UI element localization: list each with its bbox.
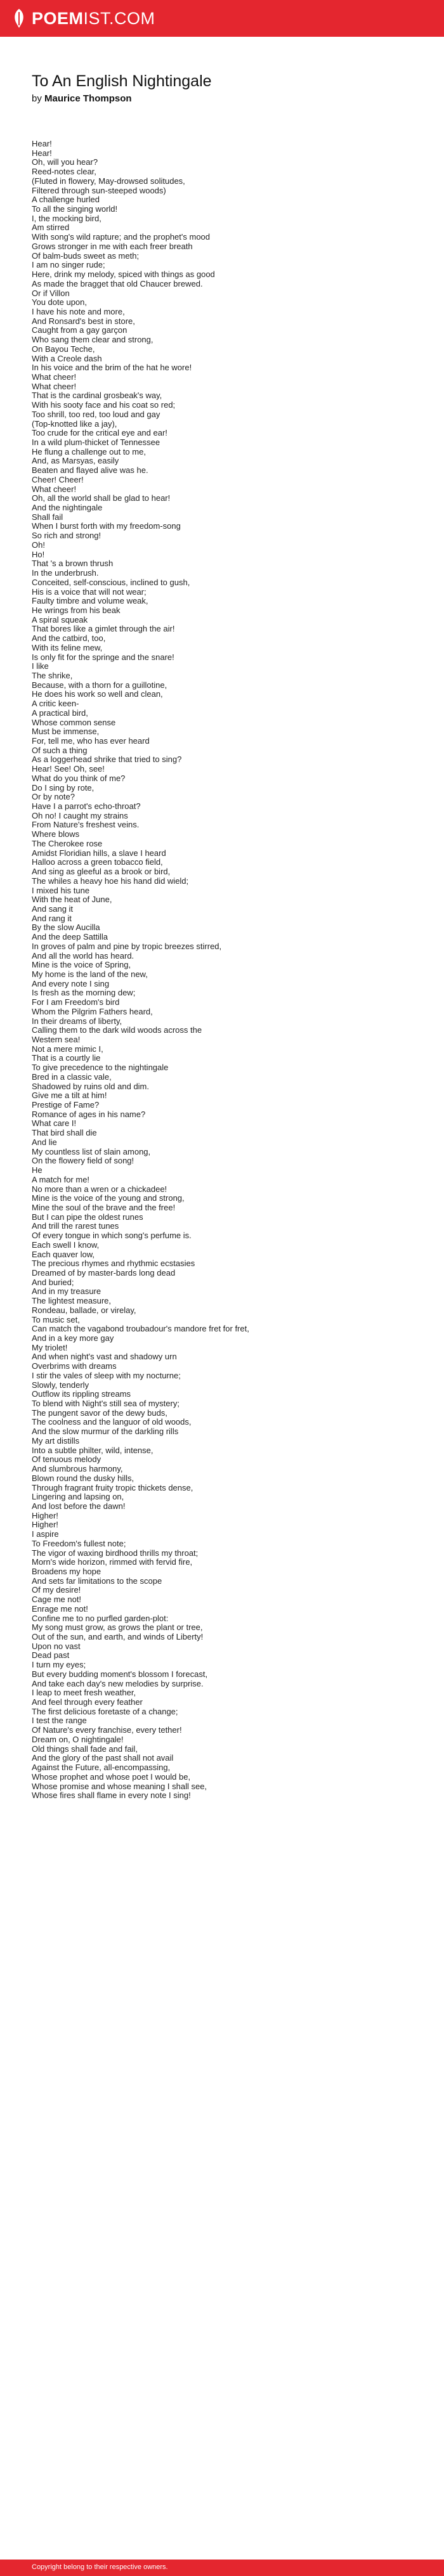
poem-line: And trill the rarest tunes — [32, 1221, 119, 1231]
poem-line: Shadowed by ruins old and dim. — [32, 1081, 150, 1091]
poem-line: What care I! — [32, 1118, 77, 1129]
poem-line: No more than a wren or a chickadee! — [32, 1184, 167, 1194]
poem-line: Each quaver low, — [32, 1249, 95, 1259]
poem-line: When I burst forth with my freedom-song — [32, 521, 181, 531]
poem-line: You dote upon, — [32, 297, 87, 307]
poem-line: And sang it — [32, 903, 74, 914]
poem-line: (Top-knotted like a jay), — [32, 418, 117, 429]
poem-line: Out of the sun, and earth, and winds of Liberty! — [32, 1632, 204, 1641]
poem-line: With the heat of June, — [32, 895, 112, 905]
poem-line: Of every tongue in which song's perfume is. — [32, 1231, 192, 1241]
poem-line: Shall fail — [32, 512, 63, 522]
poem-line: A match for me! — [32, 1174, 90, 1184]
poem-line: And take each day's new melodies by surprise. — [32, 1678, 204, 1688]
site-name-bold: POEM — [32, 8, 84, 28]
poem-line: Dead past — [32, 1650, 70, 1660]
poem-line: And in a key more gay — [32, 1333, 114, 1343]
poem-line: The shrike, — [32, 670, 73, 680]
poem-line: And, as Marsyas, easily — [32, 456, 119, 466]
poem-line: Rondeau, ballade, or virelay, — [32, 1305, 136, 1315]
poem-line: Through fragrant fruity tropic thickets dense, — [32, 1482, 193, 1492]
poem-line: For I am Freedom's bird — [32, 997, 120, 1007]
poem-line: And lie — [32, 1137, 57, 1147]
poem-line: And every note I sing — [32, 978, 110, 988]
site-name — [32, 9, 155, 29]
poem-line: Reed-notes clear, — [32, 167, 96, 177]
poem-line: Broadens my hope — [32, 1566, 101, 1576]
poem-line: And the slow murmur of the darkling rills — [32, 1427, 179, 1437]
poem-line: Whose promise and whose meaning I shall see, — [32, 1781, 207, 1791]
poem-line: My song must grow, as grows the plant or tree, — [32, 1622, 203, 1633]
poem-line: To give precedence to the nightingale — [32, 1063, 169, 1073]
poem-line: What cheer! — [32, 484, 77, 494]
poem-line: The pungent savor of the dewy buds, — [32, 1408, 167, 1418]
poem-line: The vigor of waxing birdhood thrills my throat; — [32, 1548, 199, 1558]
poem-line: But every budding moment's blossom I forecast, — [32, 1669, 208, 1679]
poem-line: A challenge hurled — [32, 195, 100, 205]
poem-line: So rich and strong! — [32, 531, 101, 541]
poem-line: That 's a brown thrush — [32, 559, 114, 569]
poem-line: I, the mocking bird, — [32, 213, 101, 223]
poem-line: I turn my eyes; — [32, 1660, 86, 1670]
poem-line: With song's wild rapture; and the prophet's mood — [32, 232, 211, 242]
poem-line: I have his note and more, — [32, 306, 125, 316]
poem-line: Lingering and lapsing on, — [32, 1492, 124, 1502]
poem-line: He — [32, 1165, 42, 1175]
poem-line: What cheer! — [32, 381, 77, 391]
poem-line: My art distills — [32, 1435, 80, 1446]
poem-line: On Bayou Teche, — [32, 344, 95, 354]
poem-line: The first delicious foretaste of a change; — [32, 1706, 178, 1716]
copyright-notice: Copyright belong to their respective owners. — [32, 2563, 168, 2571]
poem-line: Confine me to no purfled garden-plot: — [32, 1613, 169, 1623]
poem-line: And the glory of the past shall not avail — [32, 1753, 174, 1763]
poem-line: Must be immense, — [32, 727, 100, 737]
poem-line: Too crude for the critical eye and ear! — [32, 428, 167, 438]
top-banner — [0, 0, 444, 37]
poem-line: (Fluted in flowery, May-drowsed solitudes, — [32, 176, 185, 186]
poem-line: Hear! — [32, 148, 52, 158]
poem-line: On the flowery field of song! — [32, 1156, 134, 1166]
site-logo[interactable] — [11, 8, 155, 29]
poem-line: As a loggerhead shrike that tried to sing? — [32, 754, 182, 765]
poem-line: What do you think of me? — [32, 773, 126, 783]
poem-line: Whose fires shall flame in every note I sing! — [32, 1790, 191, 1801]
poem-line: Who sang them clear and strong, — [32, 335, 153, 345]
poem-line: I stir the vales of sleep with my nocturne; — [32, 1370, 181, 1380]
poem-line: Into a subtle philter, wild, intense, — [32, 1445, 153, 1455]
poem-line: Upon no vast — [32, 1641, 81, 1651]
poem-line: Mine is the voice of the young and strong, — [32, 1193, 185, 1203]
poem-line: Do I sing by rote, — [32, 782, 95, 793]
quill-pen-icon — [11, 8, 27, 29]
poem-line: Prestige of Fame? — [32, 1100, 100, 1110]
poem-line: To Freedom's fullest note; — [32, 1538, 126, 1548]
poem-line: Cage me not! — [32, 1595, 82, 1605]
poem-line: To blend with Night's still sea of mystery; — [32, 1399, 180, 1409]
poem-line: Is fresh as the morning dew; — [32, 988, 136, 998]
poem-line: Am stirred — [32, 223, 70, 233]
poem-line: For, tell me, who has ever heard — [32, 736, 150, 746]
poem-line: Beaten and flayed alive was he. — [32, 465, 148, 476]
poem-line: Hear! See! Oh, see! — [32, 764, 105, 774]
poem-line: Not a mere mimic I, — [32, 1044, 103, 1054]
author-name[interactable]: Maurice Thompson — [44, 93, 132, 104]
poem-line: Filtered through sun-steeped woods) — [32, 185, 166, 195]
poem-line: And sing as gleeful as a brook or bird, — [32, 867, 171, 877]
poem-line: And lost before the dawn! — [32, 1501, 126, 1511]
poem-line: Cheer! Cheer! — [32, 474, 84, 484]
poem-line: In the underbrush. — [32, 568, 99, 578]
poem-line: My countless list of slain among, — [32, 1146, 151, 1156]
poem-line: In groves of palm and pine by tropic breezes stirred, — [32, 941, 222, 951]
poem-line: Have I a parrot's echo-throat? — [32, 801, 141, 812]
poem-line: Oh, will you hear? — [32, 157, 98, 167]
poem-line: The whiles a heavy hoe his hand did wield; — [32, 876, 189, 886]
poem-line: In a wild plum-thicket of Tennessee — [32, 437, 160, 447]
poem-line: My home is the land of the new, — [32, 969, 148, 979]
poem-line: Calling them to the dark wild woods across the — [32, 1025, 202, 1035]
poem-line: That bird shall die — [32, 1128, 97, 1138]
poem-line: Oh no! I caught my strains — [32, 810, 128, 820]
poem-line: That is the cardinal grosbeak's way, — [32, 391, 162, 401]
poem-line: His is a voice that will not wear; — [32, 586, 147, 597]
poem-line: That bores like a gimlet through the air! — [32, 624, 175, 634]
poem-line: By the slow Aucilla — [32, 922, 100, 933]
poem-line: From Nature's freshest veins. — [32, 820, 140, 830]
poem-line: And the deep Sattilla — [32, 932, 108, 942]
poem-line: Of my desire! — [32, 1585, 81, 1595]
poem-line: But I can pipe the oldest runes — [32, 1212, 143, 1222]
poem-line: And Ronsard's best in store, — [32, 316, 135, 326]
poem-line: Because, with a thorn for a guillotine, — [32, 680, 167, 690]
poem-line: Dreamed of by master-bards long dead — [32, 1267, 176, 1278]
poem-line: Or by note? — [32, 792, 75, 802]
poem-line: Bred in a classic vale, — [32, 1071, 112, 1082]
poem-line: Amidst Floridian hills, a slave I heard — [32, 848, 166, 858]
poem-line: Too shrill, too red, too loud and gay — [32, 409, 160, 419]
poem-line: Of balm-buds sweet as meth; — [32, 250, 140, 261]
poem-line: Higher! — [32, 1520, 58, 1530]
poem-line: With its feline mew, — [32, 642, 103, 652]
poem-line: Of tenuous melody — [32, 1454, 101, 1465]
site-name-thin: IST.COM — [83, 8, 155, 28]
poem-line: Whom the Pilgrim Fathers heard, — [32, 1006, 153, 1016]
poem-line: Old things shall fade and fail, — [32, 1744, 138, 1754]
poem-line: That is a courtly lie — [32, 1053, 101, 1063]
poem-line: And the nightingale — [32, 503, 103, 513]
poem-line: Oh! — [32, 540, 45, 550]
byline-prefix: by — [32, 93, 42, 104]
poem-line: And slumbrous harmony, — [32, 1464, 123, 1474]
poem-line: Whose common sense — [32, 717, 116, 727]
poem-line: I test the range — [32, 1716, 87, 1726]
poem-line: Higher! — [32, 1510, 58, 1520]
poem-line: Oh, all the world shall be glad to hear! — [32, 493, 171, 503]
poem-line: The coolness and the languor of old woods, — [32, 1417, 192, 1427]
poem-line: To music set, — [32, 1314, 80, 1324]
poem-line: And sets far limitations to the scope — [32, 1576, 162, 1586]
poem-line: Morn's wide horizon, rimmed with fervid fire, — [32, 1557, 193, 1567]
poem-line: And rang it — [32, 913, 72, 923]
poem-line: Is only fit for the springe and the snare! — [32, 652, 174, 662]
poem-line: What cheer! — [32, 372, 77, 382]
poem-line: And in my treasure — [32, 1286, 101, 1297]
poem-line: Mine the soul of the brave and the free! — [32, 1202, 176, 1212]
poem-line: In their dreams of liberty, — [32, 1016, 122, 1026]
poem-header — [32, 72, 412, 105]
poem-line: The lightest measure, — [32, 1296, 112, 1306]
poem-line: Dream on, O nightingale! — [32, 1734, 124, 1744]
poem-line: A critic keen- — [32, 699, 79, 709]
poem-line: And buried; — [32, 1277, 74, 1287]
poem-line: Conceited, self-conscious, inclined to gush, — [32, 577, 190, 587]
poem-line: He flung a challenge out to me, — [32, 446, 146, 456]
poem-title: To An English Nightingale — [32, 72, 212, 90]
poem-line: The Cherokee rose — [32, 838, 103, 848]
poem-line: And when night's vast and shadowy urn — [32, 1352, 177, 1362]
poem-body — [32, 139, 425, 1801]
poem-line: Here, drink my melody, spiced with things as good — [32, 269, 215, 280]
poem-line: And feel through every feather — [32, 1697, 143, 1707]
poem-line: Enrage me not! — [32, 1603, 88, 1614]
poem-line: Mine is the voice of Spring, — [32, 960, 131, 970]
poem-line: Outflow its rippling streams — [32, 1389, 131, 1399]
poem-line: Western sea! — [32, 1035, 81, 1044]
poem-line: The precious rhymes and rhythmic ecstasies — [32, 1259, 195, 1269]
poem-line: A practical bird, — [32, 708, 88, 718]
poem-line: A spiral squeak — [32, 614, 88, 625]
byline — [32, 93, 412, 105]
poem-line: Caught from a gay garçon — [32, 325, 127, 335]
poem-line: With his sooty face and his coat so red; — [32, 400, 176, 410]
poem-line: Whose prophet and whose poet I would be, — [32, 1771, 191, 1782]
poem-line: He wrings from his beak — [32, 605, 121, 615]
poem-line: Or if Villon — [32, 288, 70, 298]
poem-line: Ho! — [32, 549, 45, 559]
poem-line: My triolet! — [32, 1342, 68, 1352]
poem-line: And the catbird, too, — [32, 633, 106, 644]
poem-line: Faulty timbre and volume weak, — [32, 596, 148, 606]
poem-line: Give me a tilt at him! — [32, 1091, 107, 1101]
poem-line: Can match the vagabond troubadour's mandore fret for fret, — [32, 1324, 249, 1334]
poem-line: I aspire — [32, 1529, 59, 1539]
poem-line: Blown round the dusky hills, — [32, 1473, 134, 1483]
poem-line: I am no singer rude; — [32, 260, 105, 270]
poem-line: He does his work so well and clean, — [32, 689, 163, 699]
poem-line: To all the singing world! — [32, 204, 118, 214]
footer — [0, 2560, 444, 2576]
poem-line: Slowly, tenderly — [32, 1380, 89, 1390]
poem-line: Hear! — [32, 139, 52, 148]
poem-line: I leap to meet fresh weather, — [32, 1688, 136, 1698]
poem-line: Where blows — [32, 829, 80, 839]
poem-line: Halloo across a green tobacco field, — [32, 857, 163, 867]
poem-line: Overbrims with dreams — [32, 1361, 117, 1371]
poem-line: Of such a thing — [32, 745, 88, 755]
poem-line: I mixed his tune — [32, 885, 90, 895]
poem-line: Romance of ages in his name? — [32, 1109, 146, 1119]
poem-line: Grows stronger in me with each freer breath — [32, 241, 193, 251]
poem-line: Of Nature's every franchise, every tether! — [32, 1725, 182, 1735]
poem-line: And all the world has heard. — [32, 950, 134, 961]
poem-line: As made the bragget that old Chaucer brewed. — [32, 278, 203, 288]
poem-line: In his voice and the brim of the hat he wore! — [32, 363, 192, 373]
poem-line: With a Creole dash — [32, 353, 102, 363]
poem-line: I like — [32, 661, 49, 671]
poem-line: Each swell I know, — [32, 1239, 100, 1250]
poem-line: Against the Future, all-encompassing, — [32, 1763, 171, 1773]
